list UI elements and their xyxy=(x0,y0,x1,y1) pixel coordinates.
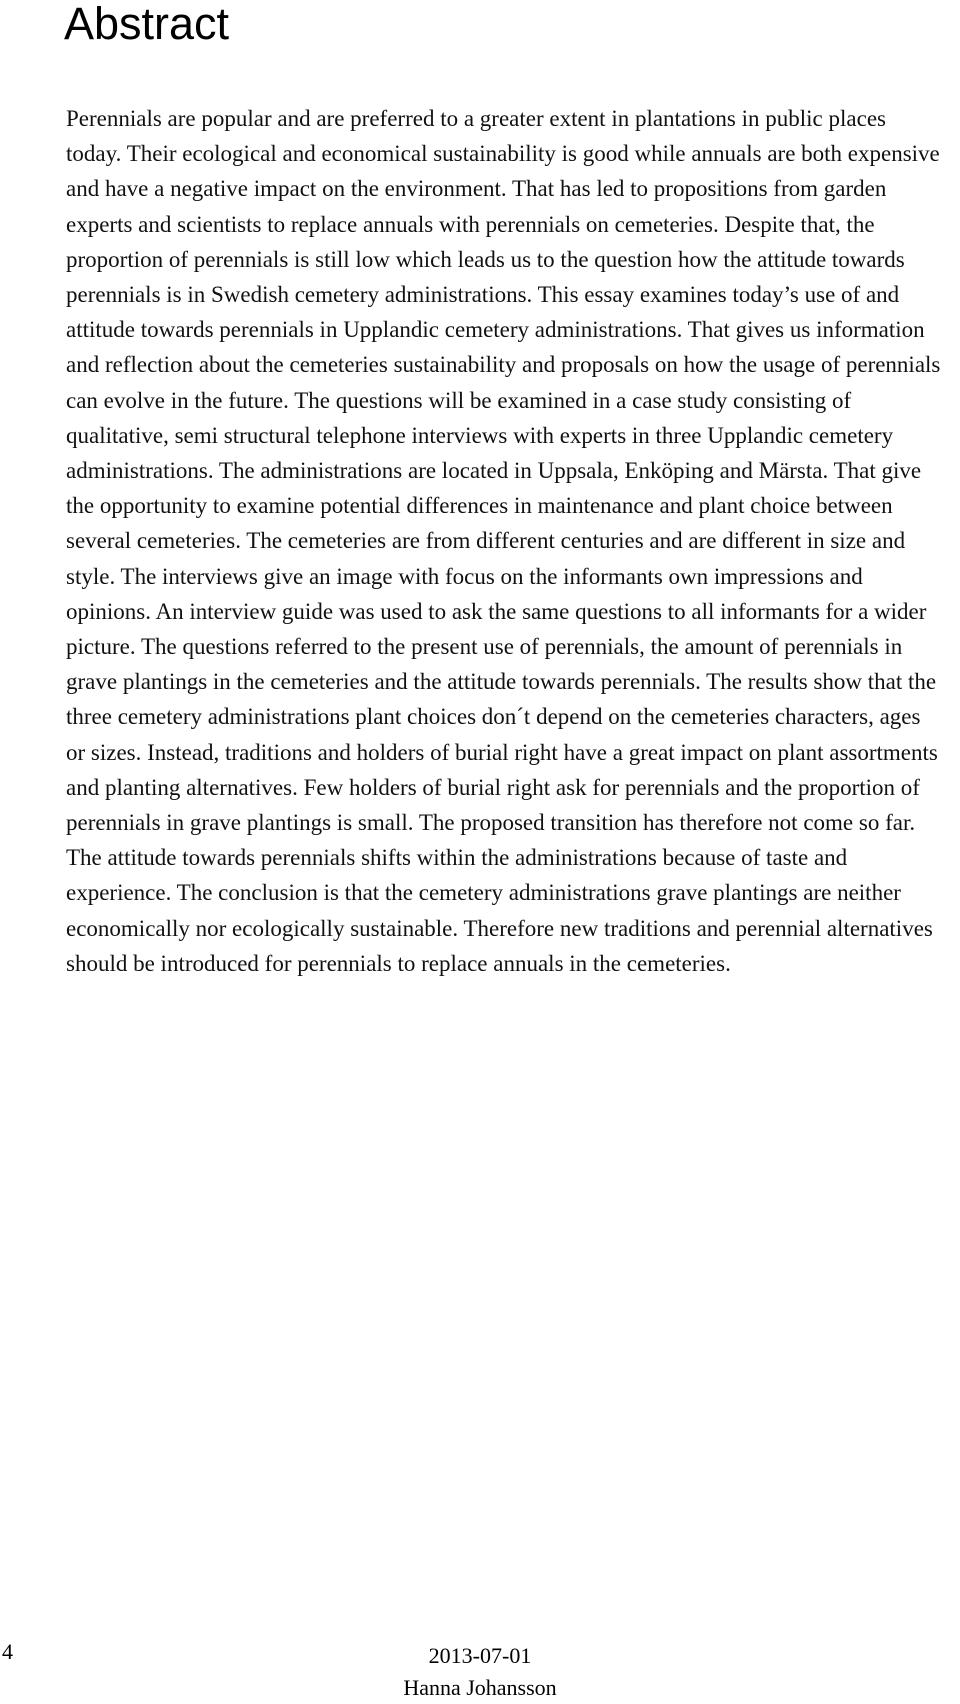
abstract-paragraph: Perennials are popular and are preferred to a greater extent in plantations in public places today. Their ecological and economical sustainability is good while annuals are both expensive and have a negative impact on the environment. That has led to propositions from garden experts and scientists to replace annuals with perennials on cemeteries. Despite that, the proportion of perennials is still low which leads us to the question how the attitude towards perennials is in Swedish cemetery administrations. This essay examines today’s use of and attitude towards perennials in Upplandic cemetery administrations. That gives us information and reflection about the cemeteries sustainability and proposals on how the usage of perennials can evolve in the future. The questions will be examined in a case study consisting of qualitative, semi structural telephone interviews with experts in three Upplandic cemetery administrations. The administrations are located in Uppsala, Enköping and Märsta. That give the opportunity to examine potential differences in maintenance and plant choice between several cemeteries. The cemeteries are from different centuries and are different in size and style. The interviews give an image with focus on the informants own impressions and opinions. An interview guide was used to ask the same questions to all informants for a wider picture. The questions referred to the present use of perennials, the amount of perennials in grave plantings in the cemeteries and the attitude towards perennials. The results show that the three cemetery administrations plant choices don´t depend on the cemeteries characters, ages or sizes. Instead, traditions and holders of burial right have a great impact on plant assortments and planting alternatives. Few holders of burial right ask for perennials and the proportion of perennials in grave plantings is small. The proposed transition has therefore not come so far. The attitude towards perennials shifts within the administrations because of taste and experience. The conclusion is that the cemetery administrations grave plantings are neither economically nor ecologically sustainable. Therefore new traditions and perennial alternatives should be introduced for perennials to replace annuals in the cemeteries. xyxy=(66,106,941,976)
footer-date: 2013-07-01 xyxy=(428,1643,532,1668)
page-number: 4 xyxy=(2,1639,13,1664)
footer-author: Hanna Johansson xyxy=(403,1675,557,1700)
page-title: Abstract xyxy=(64,0,230,49)
page-footer xyxy=(0,1640,960,1704)
